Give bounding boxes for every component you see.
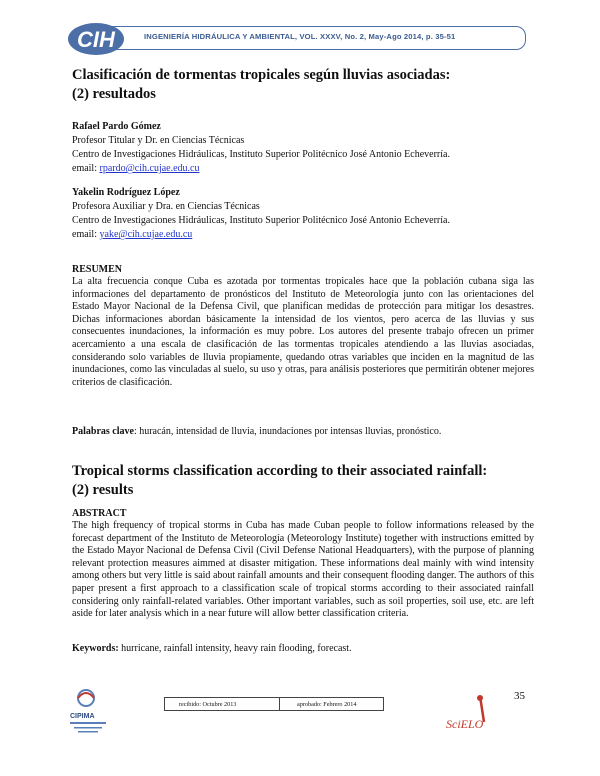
email-label: email:: [72, 229, 100, 240]
logo-text: CIH: [77, 27, 115, 52]
author-block: [72, 120, 532, 176]
received-date: recibido: Octubre 2013: [179, 701, 237, 708]
abstract-text: The high frequency of tropical storms in Cuba has made Cuban people to follow informations released by the forecast department of the Instituto de Meteorología (Meteorology Institute) together with instructions emitted by the Estado Mayor Nacional de Defensa Civil (Civil Defense National Headquarters), with the purpose of planning relevant protection measures aimmed at disaster mitigation. These informations deal mainly with wind intensity among others but very little is said about rainfall amounts and their consequent flooding danger. The authors of this paper present a first approach to a classification scale of tropical storms according to their associated rainfall considering only rainfall-related variables. Other important variables, such as soil properties, soil use, etc. are left aside for later analysis which in a near future will allow better classification criteria.: [72, 520, 534, 620]
journal-citation: INGENIERÍA HIDRÁULICA Y AMBIENTAL, VOL. XXXV, No. 2, May-Ago 2014, p. 35-51: [144, 32, 456, 41]
palabras-clave-label: Palabras clave: [72, 426, 134, 437]
approved-date: aprobado: Febrero 2014: [297, 701, 357, 708]
author-email-link[interactable]: yake@cih.cujae.edu.cu: [99, 229, 193, 240]
dates-divider: [279, 698, 280, 710]
author-role: Profesor Titular y Dr. en Ciencias Técnicas: [72, 135, 245, 146]
journal-header: [66, 20, 526, 58]
resumen-heading: RESUMEN: [72, 264, 123, 275]
scielo-logo: [444, 692, 504, 736]
author-email-line: [72, 228, 532, 242]
email-label: email:: [72, 163, 100, 174]
title-en-line-1: Tropical storms classification according to their associated rainfall:: [72, 463, 488, 479]
keywords-text: hurricane, rainfall intensity, heavy rain flooding, forecast.: [118, 643, 352, 654]
author-block: [72, 186, 532, 242]
palabras-clave: [72, 426, 534, 439]
cih-logo: [66, 20, 136, 58]
keywords-label: Keywords:: [72, 643, 119, 654]
author-role: Profesora Auxiliar y Dra. en Ciencias Técnicas: [72, 201, 260, 212]
author-name: Yakelin Rodríguez López: [72, 187, 180, 198]
cipima-logo: [68, 684, 120, 740]
author-name: Rafael Pardo Gómez: [72, 121, 161, 132]
author-affiliation: Centro de Investigaciones Hidráulicas, Instituto Superior Politécnico José Antonio Echeverría.: [72, 215, 450, 226]
author-email-link[interactable]: rpardo@cih.cujae.edu.cu: [99, 163, 200, 174]
title-en-line-2: (2) results: [72, 482, 134, 498]
palabras-clave-text: : huracán, intensidad de lluvia, inundaciones por intensas lluvias, pronóstico.: [133, 426, 442, 437]
author-email-line: [72, 162, 532, 176]
page-number: 35: [514, 690, 525, 702]
cipima-text: CIPIMA: [70, 713, 95, 720]
keywords: [72, 643, 534, 656]
author-affiliation: Centro de Investigaciones Hidráulicas, Instituto Superior Politécnico José Antonio Echeverría.: [72, 149, 450, 160]
title-es-line-2: (2) resultados: [72, 86, 156, 102]
resumen-text: La alta frecuencia conque Cuba es azotada por tormentas tropicales hace que la población cubana siga las informaciones del departamento de pronósticos del Instituto de Meteorología junto con las orientaciones del Estado Mayor Nacional de la Defensa Civil, que planifican medidas de protección para mitigar los desastres. Dichas informaciones abordan básicamente la intensidad de los vientos, pero acerca de las lluvias y sus consecuentes inundaciones, la información es muy pobre. Los autores del presente trabajo ofrecen un primer acercamiento a una escala de clasificación de las tormentas tropicales atendiendo a las lluvias asociadas, considerando solo variables de lluvia propiamente, quedando otras variables que inciden en la magnitud de las inundaciones, como las vinculadas al suelo, su uso y otras, para análisis posteriores que permitirán obtener mejores criterios de clasificación.: [72, 276, 534, 388]
scielo-text: SciELO: [446, 717, 484, 731]
article-title-es: [72, 66, 532, 104]
title-es-line-1: Clasificación de tormentas tropicales según lluvias asociadas:: [72, 67, 451, 83]
abstract-heading: ABSTRACT: [72, 508, 127, 519]
dates-box: [164, 697, 384, 711]
article-title-en: [72, 462, 542, 500]
